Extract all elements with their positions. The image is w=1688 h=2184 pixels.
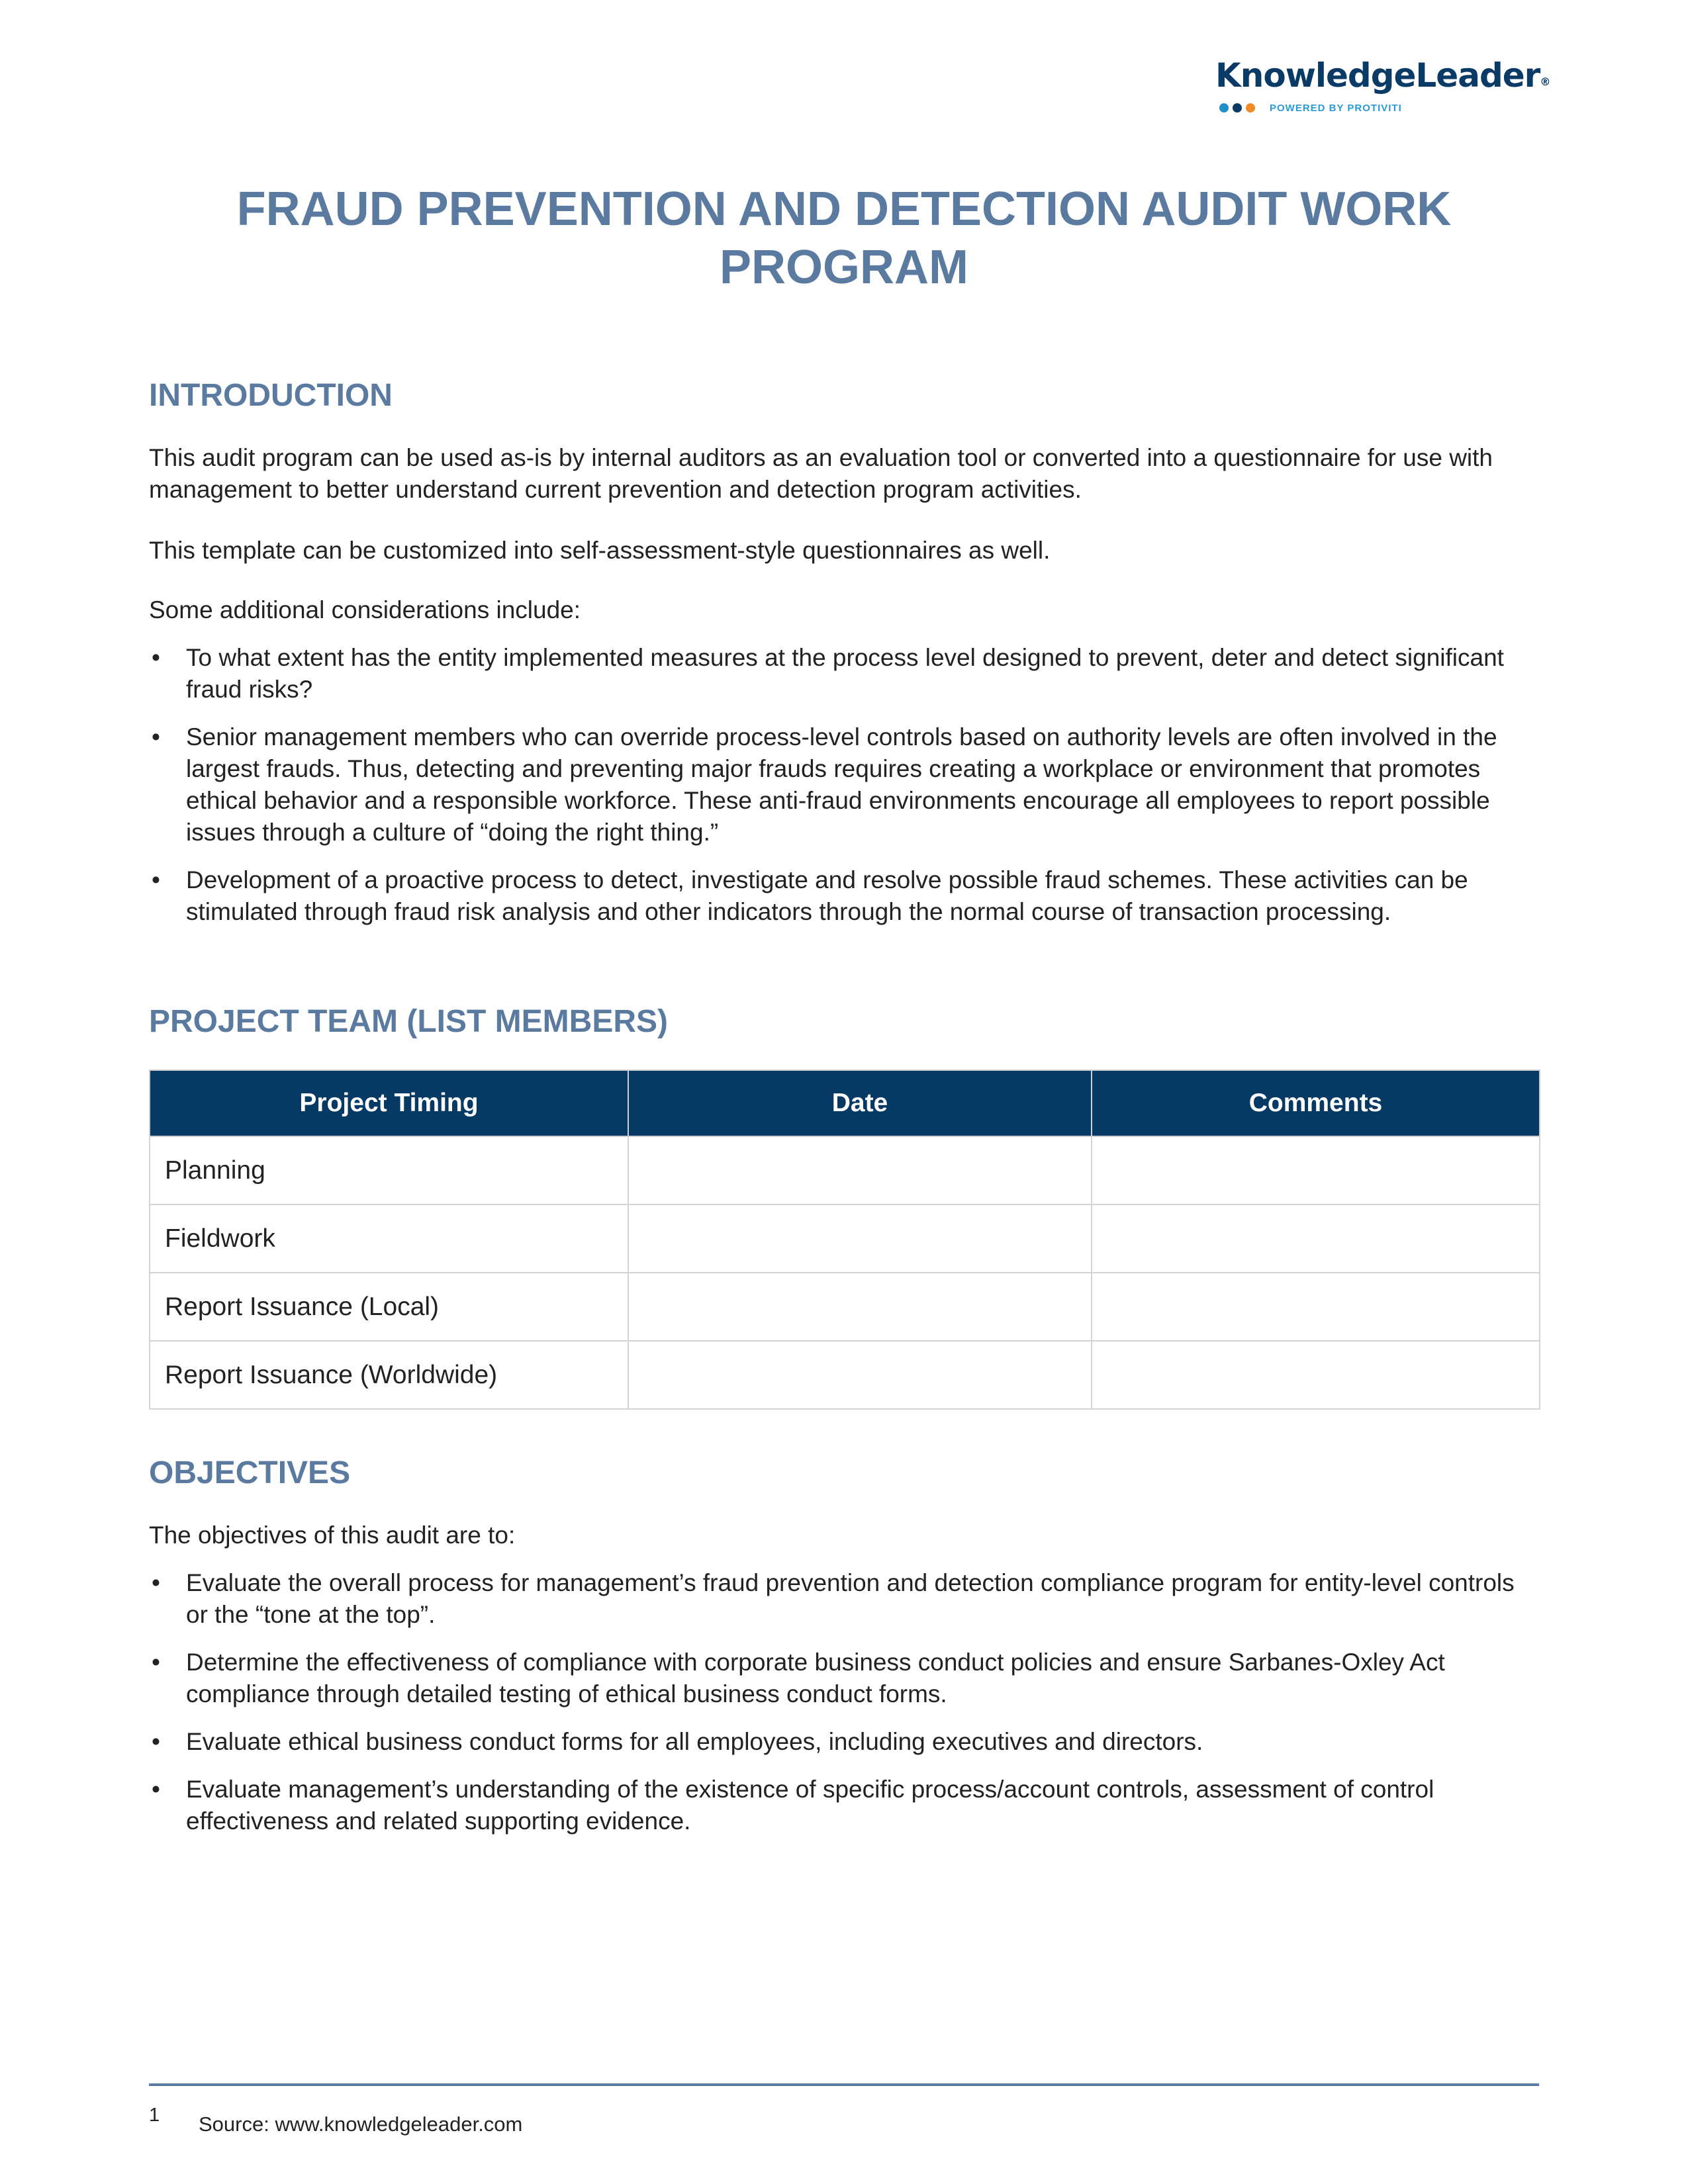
list-item: • Evaluate management’s understanding of the existence of specific process/account controls, assessment of control effectiveness and related supporting evidence.: [149, 1774, 1539, 1837]
considerations-list: [149, 642, 1539, 944]
table-row: [150, 1273, 1540, 1341]
table-cell-timing: Report Issuance (Local): [150, 1273, 628, 1341]
table-row: [150, 1136, 1540, 1205]
intro-paragraph-1: This audit program can be used as-is by internal auditors as an evaluation tool or converted into a questionnaire for use with management to better understand current prevention and detection program activities.: [149, 444, 1493, 503]
project-team-table: [149, 1069, 1540, 1410]
project-team-heading: PROJECT TEAM (LIST MEMBERS): [149, 1004, 669, 1039]
table-cell-comments: [1092, 1205, 1540, 1273]
table-cell-timing: Fieldwork: [150, 1205, 628, 1273]
logo-dots-icon: [1219, 103, 1255, 113]
brand-logo: [1215, 56, 1550, 115]
objectives-list: [149, 1567, 1539, 1853]
column-header-project-timing: Project Timing: [150, 1070, 628, 1136]
table-row: [150, 1341, 1540, 1409]
footer-source: Source: www.knowledgeleader.com: [199, 2113, 523, 2136]
logo-dot-2: [1233, 103, 1242, 113]
column-header-date: Date: [628, 1070, 1092, 1136]
intro-paragraph-3: Some additional considerations include:: [149, 596, 581, 623]
intro-paragraph-2: This template can be customized into self-assessment-style questionnaires as well.: [149, 537, 1051, 564]
list-item: • To what extent has the entity implemented measures at the process level designed to prevent, deter and detect significant fraud risks?: [149, 642, 1539, 705]
page-number: 1: [149, 2105, 160, 2126]
list-item: • Senior management members who can override process-level controls based on authority levels are often involved in the largest frauds. Thus, detecting and preventing major frauds requires creating a workplace or environment that promotes ethical behavior and a responsible workforce. These anti-fraud environments encourage all employees to report possible issues through a culture of “doing the right thing.”: [149, 721, 1539, 848]
list-item: • Evaluate the overall process for management’s fraud prevention and detection compliance program for entity-level controls or the “tone at the top”.: [149, 1567, 1539, 1631]
logo-subline: [1215, 101, 1546, 115]
table-cell-timing: Planning: [150, 1136, 628, 1205]
logo-dot-3: [1246, 103, 1255, 113]
table-cell-timing: Report Issuance (Worldwide): [150, 1341, 628, 1409]
list-item: • Determine the effectiveness of compliance with corporate business conduct policies and ensure Sarbanes-Oxley Act compliance through detailed testing of ethical business conduct forms.: [149, 1647, 1539, 1710]
logo-tagline: POWERED BY PROTIVITI: [1270, 102, 1402, 114]
list-item: • Evaluate ethical business conduct forms for all employees, including executives and directors.: [149, 1726, 1539, 1758]
table-header-row: [150, 1070, 1540, 1136]
table-cell-date: [628, 1341, 1092, 1409]
table-row: [150, 1205, 1540, 1273]
table-cell-comments: [1092, 1136, 1540, 1205]
table-cell-comments: [1092, 1341, 1540, 1409]
document-title: FRAUD PREVENTION AND DETECTION AUDIT WORK PROGRAM: [236, 183, 1452, 294]
logo-wordmark: KnowledgeLeader®: [1215, 56, 1550, 95]
objectives-heading: OBJECTIVES: [149, 1455, 351, 1490]
registered-mark: ®: [1540, 75, 1550, 88]
list-item: • Development of a proactive process to detect, investigate and resolve possible fraud schemes. These activities can be stimulated through fraud risk analysis and other indicators through the normal course of transaction processing.: [149, 864, 1539, 928]
table-cell-date: [628, 1273, 1092, 1341]
table-cell-date: [628, 1136, 1092, 1205]
objectives-intro: The objectives of this audit are to:: [149, 1522, 516, 1549]
column-header-comments: Comments: [1092, 1070, 1540, 1136]
table-cell-date: [628, 1205, 1092, 1273]
logo-dot-1: [1219, 103, 1229, 113]
introduction-heading: INTRODUCTION: [149, 378, 393, 413]
table-cell-comments: [1092, 1273, 1540, 1341]
footer-divider: [149, 2083, 1539, 2086]
